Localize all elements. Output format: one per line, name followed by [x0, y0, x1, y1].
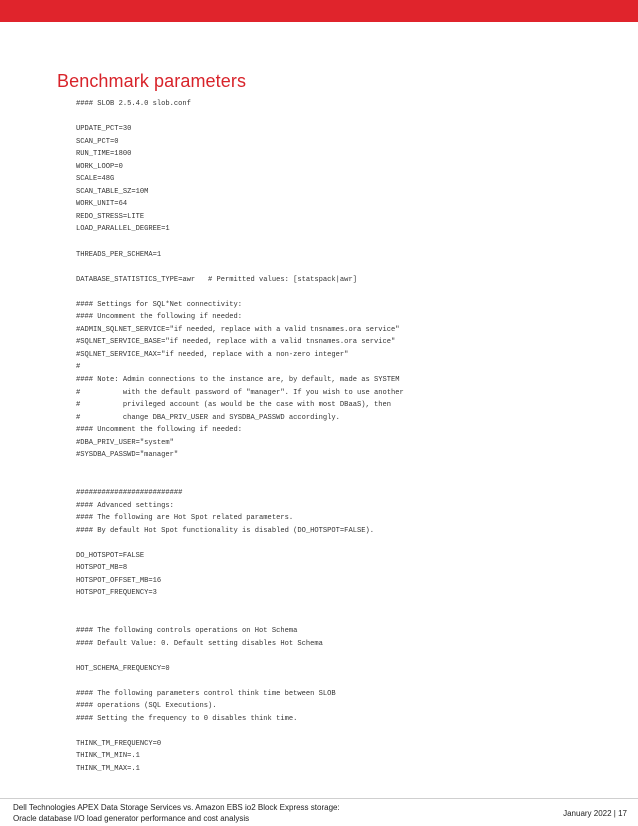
code-line: THINK_TM_MIN=.1	[76, 752, 140, 761]
code-line: DATABASE_STATISTICS_TYPE=awr # Permitted values: [statspack|awr]	[76, 275, 357, 284]
code-line: SCAN_TABLE_SZ=10M	[76, 187, 149, 196]
code-line: #### Settings for SQL*Net connectivity:	[76, 300, 243, 309]
code-line: SCALE=48G	[76, 175, 115, 184]
section-title: Benchmark parameters	[57, 71, 247, 91]
code-line: # change DBA_PRIV_USER and SYSDBA_PASSWD accordingly.	[76, 413, 340, 422]
code-line: #ADMIN_SQLNET_SERVICE="if needed, replace with a valid tnsnames.ora service"	[76, 325, 400, 334]
code-line	[76, 474, 616, 487]
code-line	[76, 111, 616, 124]
footer-title-line-1: Dell Technologies APEX Data Storage Services vs. Amazon EBS io2 Block Express storage:	[13, 803, 340, 812]
code-line	[76, 675, 616, 688]
footer-document-title	[13, 803, 463, 824]
code-line: #### By default Hot Spot functionality is disabled (DO_HOTSPOT=FALSE).	[76, 526, 374, 535]
code-line: WORK_LOOP=0	[76, 162, 123, 171]
code-line: RUN_TIME=1800	[76, 150, 132, 159]
code-line: #SQLNET_SERVICE_MAX="if needed, replace with a non-zero integer"	[76, 350, 349, 359]
code-line: HOT_SCHEMA_FREQUENCY=0	[76, 664, 170, 673]
code-line: #### Note: Admin connections to the instance are, by default, made as SYSTEM	[76, 376, 400, 385]
code-line	[76, 725, 616, 738]
config-code-block	[76, 98, 616, 776]
code-line: #### Advanced settings:	[76, 501, 174, 510]
code-line: #DBA_PRIV_USER="system"	[76, 438, 174, 447]
code-line: #### operations (SQL Executions).	[76, 702, 217, 711]
footer-title-line-2: Oracle database I/O load generator performance and cost analysis	[13, 813, 250, 823]
code-line: THINK_TM_FREQUENCY=0	[76, 739, 162, 748]
code-line: #### SLOB 2.5.4.0 slob.conf	[76, 100, 191, 108]
code-line: SCAN_PCT=0	[76, 137, 119, 146]
code-line: # privileged account (as would be the case with most DBaaS), then	[76, 401, 392, 410]
code-line	[76, 462, 616, 475]
code-line	[76, 600, 616, 613]
code-line: #SQLNET_SERVICE_BASE="if needed, replace with a valid tnsnames.ora service"	[76, 338, 396, 347]
code-line: HOTSPOT_FREQUENCY=3	[76, 589, 157, 598]
code-line	[76, 650, 616, 663]
code-line: THINK_TM_MAX=.1	[76, 764, 140, 773]
code-line: #### Default Value: 0. Default setting disables Hot Schema	[76, 639, 323, 648]
code-line: #########################	[76, 488, 183, 497]
code-line: #### Uncomment the following if needed:	[76, 313, 243, 322]
footer-date-page-number: January 2022 | 17	[563, 809, 627, 818]
code-line: #	[76, 363, 81, 372]
code-line: WORK_UNIT=64	[76, 200, 128, 209]
code-line	[76, 537, 616, 550]
code-line: HOTSPOT_MB=8	[76, 564, 128, 573]
code-line: UPDATE_PCT=30	[76, 125, 132, 134]
code-line: #### The following parameters control think time between SLOB	[76, 689, 336, 698]
footer-divider	[0, 798, 638, 799]
code-line	[76, 612, 616, 625]
top-accent-bar	[0, 0, 638, 22]
code-line: DO_HOTSPOT=FALSE	[76, 551, 145, 560]
code-line: REDO_STRESS=LITE	[76, 212, 145, 221]
code-line: LOAD_PARALLEL_DEGREE=1	[76, 225, 170, 234]
code-line: #### The following are Hot Spot related parameters.	[76, 514, 294, 523]
code-line: #SYSDBA_PASSWD="manager"	[76, 451, 179, 460]
code-line	[76, 286, 616, 299]
code-line: #### Setting the frequency to 0 disables think time.	[76, 714, 298, 723]
code-line: #### The following controls operations on Hot Schema	[76, 626, 298, 635]
code-line	[76, 261, 616, 274]
code-line: HOTSPOT_OFFSET_MB=16	[76, 576, 162, 585]
code-line	[76, 236, 616, 249]
code-line: THREADS_PER_SCHEMA=1	[76, 250, 162, 259]
code-line: #### Uncomment the following if needed:	[76, 426, 243, 435]
code-line: # with the default password of "manager". If you wish to use another	[76, 388, 404, 397]
